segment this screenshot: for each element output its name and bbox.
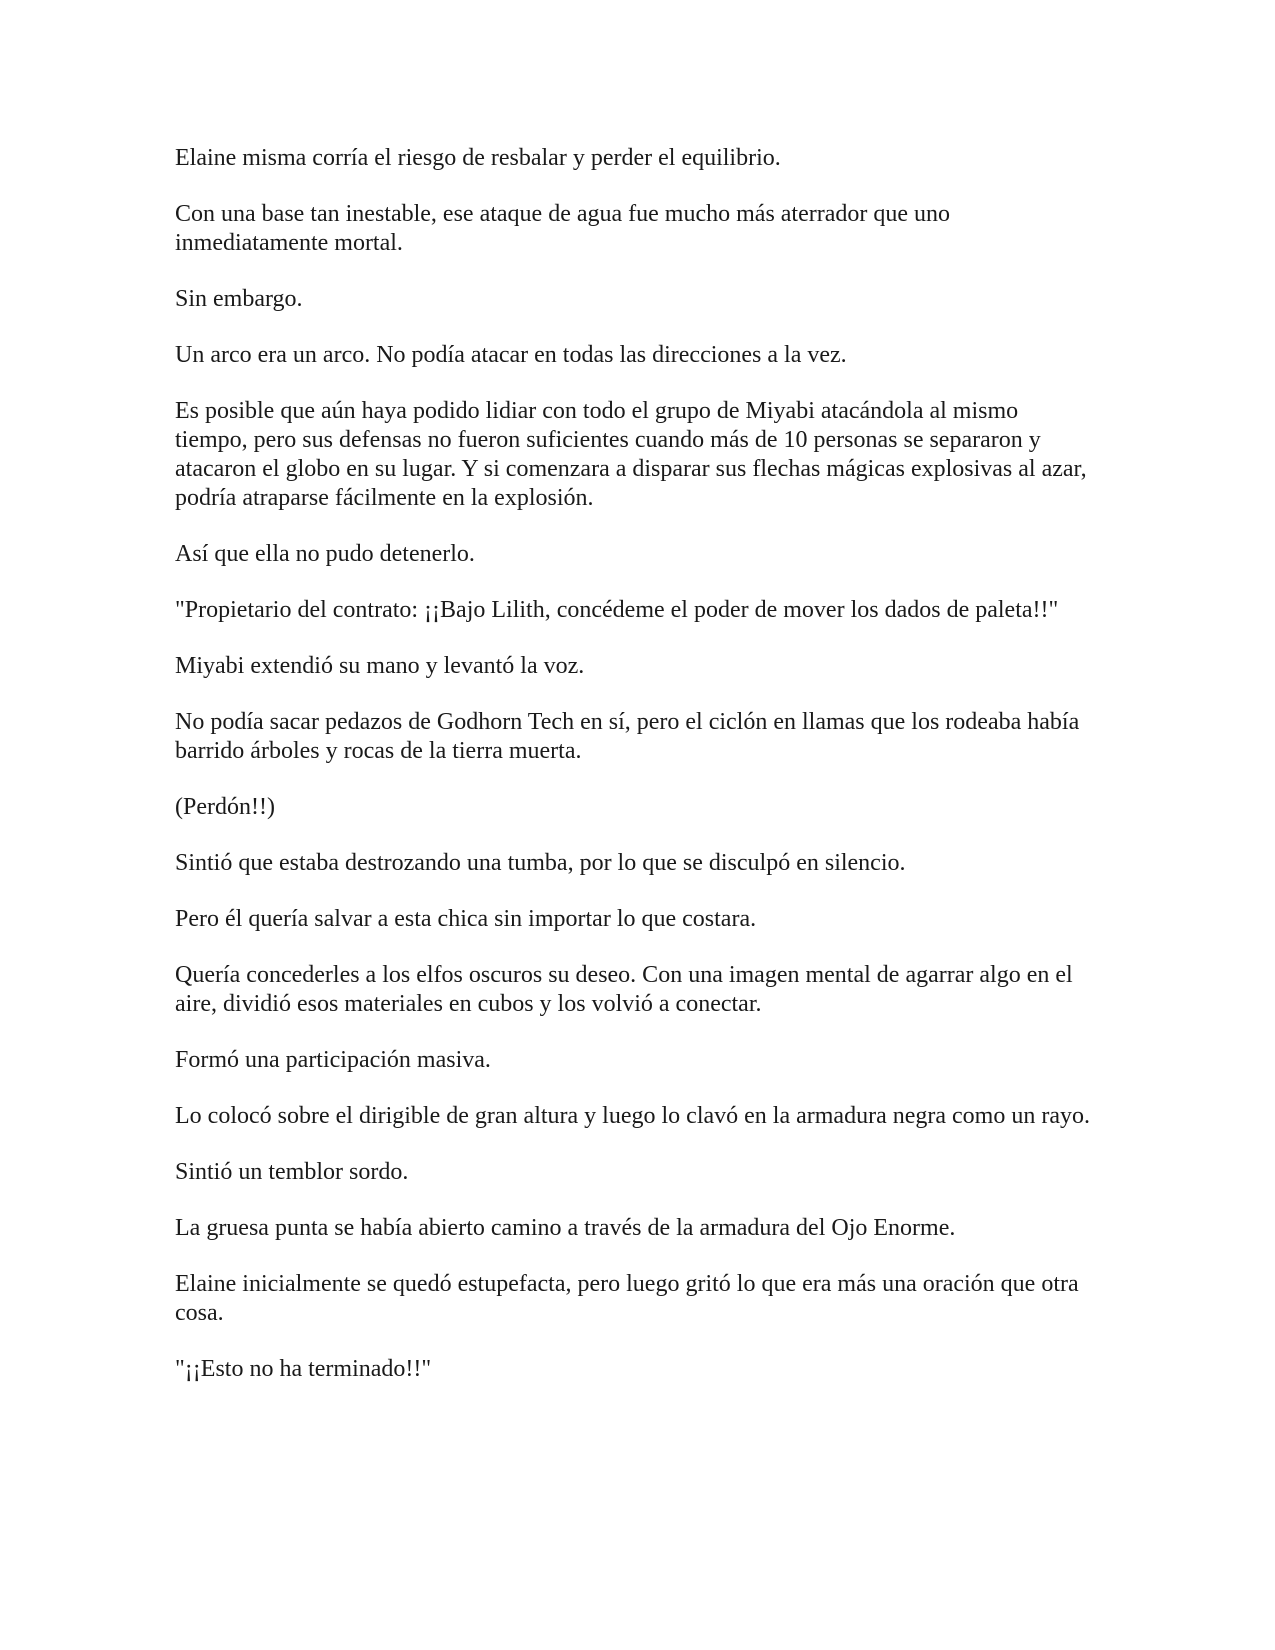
paragraph: Miyabi extendió su mano y levantó la voz. [175, 653, 585, 679]
paragraph: Es posible que aún haya podido lidiar con todo el grupo de Miyabi atacándola al mismo tiempo, pero sus defensas no fueron suficientes cuando más de 10 personas se separaron y atacaron el globo en su lugar. Y si comenzara a disparar sus flechas mágicas explosivas al azar, podría atraparse fácilmente en la explosión. [175, 398, 1087, 511]
paragraph: Con una base tan inestable, ese ataque de agua fue mucho más aterrador que uno inmediatamente mortal. [175, 201, 951, 256]
paragraph: La gruesa punta se había abierto camino a través de la armadura del Ojo Enorme. [175, 1215, 956, 1241]
text-column [175, 144, 1095, 1411]
paragraph: Así que ella no pudo detenerlo. [175, 541, 475, 567]
paragraph: Sintió que estaba destrozando una tumba, por lo que se disculpó en silencio. [175, 850, 906, 876]
paragraph: Sin embargo. [175, 286, 303, 312]
paragraph: Pero él quería salvar a esta chica sin importar lo que costara. [175, 906, 757, 932]
paragraph: Lo colocó sobre el dirigible de gran altura y luego lo clavó en la armadura negra como un rayo. [175, 1103, 1090, 1129]
paragraph: "¡¡Esto no ha terminado!!" [175, 1356, 432, 1382]
paragraph: Quería concederles a los elfos oscuros su deseo. Con una imagen mental de agarrar algo en el aire, dividió esos materiales en cubos y los volvió a conectar. [175, 962, 1073, 1017]
paragraph: (Perdón!!) [175, 794, 275, 820]
paragraph: "Propietario del contrato: ¡¡Bajo Lilith, concédeme el poder de mover los dados de paleta!!" [175, 597, 1059, 623]
paragraph: Elaine misma corría el riesgo de resbalar y perder el equilibrio. [175, 145, 781, 171]
paragraph: No podía sacar pedazos de Godhorn Tech en sí, pero el ciclón en llamas que los rodeaba había barrido árboles y rocas de la tierra muerta. [175, 709, 1080, 764]
paragraph: Sintió un temblor sordo. [175, 1159, 409, 1185]
paragraph: Formó una participación masiva. [175, 1047, 491, 1073]
paragraph: Un arco era un arco. No podía atacar en todas las direcciones a la vez. [175, 342, 847, 368]
paragraph: Elaine inicialmente se quedó estupefacta, pero luego gritó lo que era más una oración que otra cosa. [175, 1271, 1079, 1326]
